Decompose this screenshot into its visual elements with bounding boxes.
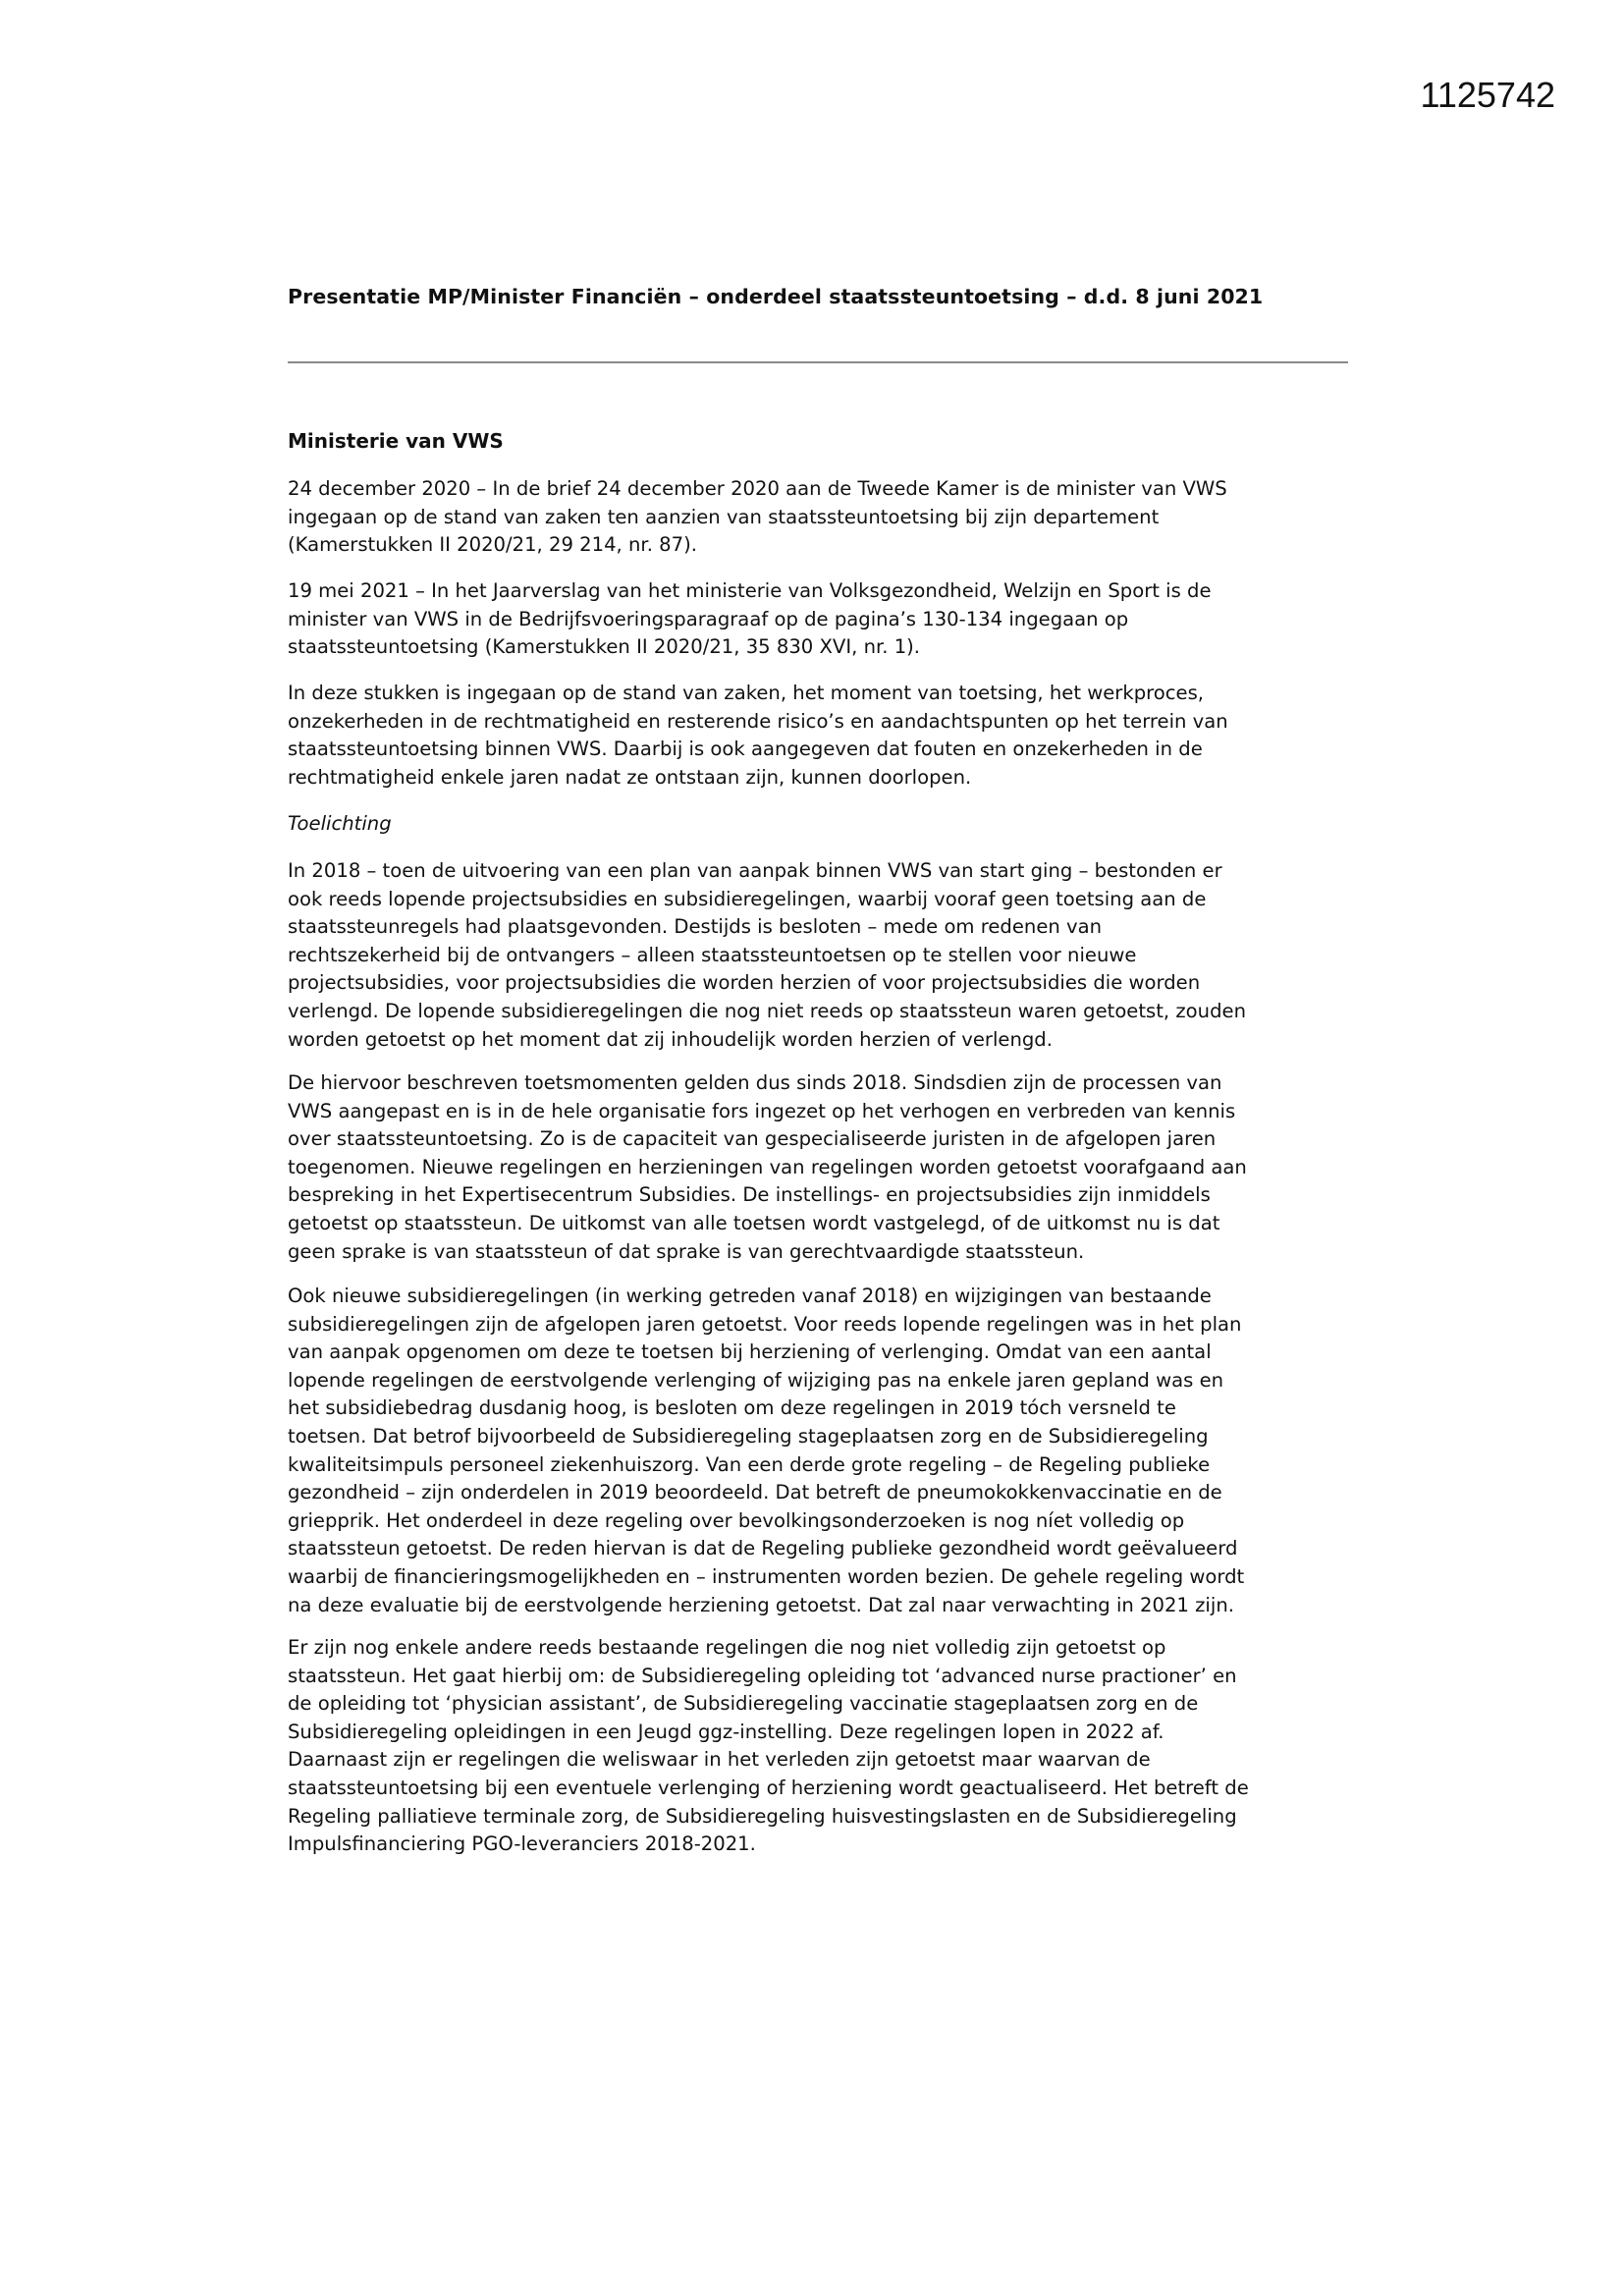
title-divider: [288, 361, 1348, 363]
text-line: onzekerheden in de rechtmatigheid en resterende risico’s en aandachtspunten op het terrein van: [288, 709, 1228, 733]
text-line: 24 december 2020 – In de brief 24 december 2020 aan de Tweede Kamer is de minister van VWS: [288, 477, 1227, 500]
subheading-toelichting: [288, 810, 392, 839]
text-line: verlengd. De lopende subsidieregelingen die nog niet reeds op staatssteun waren getoetst, zouden: [288, 999, 1246, 1022]
text-line: staatssteuntoetsing (Kamerstukken II 2020/21, 35 830 XVI, nr. 1).: [288, 635, 921, 659]
text-line: subsidieregelingen zijn de afgelopen jaren getoetst. Voor reeds lopende regelingen was in het plan: [288, 1312, 1242, 1336]
text-line: staatssteun. Het gaat hierbij om: de Subsidieregeling opleiding tot ‘advanced nurse practioner’ en: [288, 1664, 1237, 1687]
text-line: het subsidiebedrag dusdanig hoog, is besloten om deze regelingen in 2019 tóch versneld te: [288, 1396, 1176, 1420]
text-line: staatssteuntoetsing binnen VWS. Daarbij is ook aangegeven dat fouten en onzekerheden in de: [288, 738, 1203, 761]
text-line: rechtszekerheid bij de ontvangers – alleen staatssteuntoetsen op te stellen voor nieuwe: [288, 943, 1137, 966]
text-line: Subsidieregeling opleidingen in een Jeugd ggz-instelling. Deze regelingen lopen in 2022 af.: [288, 1720, 1164, 1743]
text-line: waarbij de financieringsmogelijkheden en – instrumenten worden bezien. De gehele regeling wordt: [288, 1564, 1245, 1588]
text-line: VWS aangepast en is in de hele organisatie fors ingezet op het verhogen en verbreden van kennis: [288, 1099, 1236, 1122]
paragraph: [288, 857, 1246, 1054]
text-line: ingegaan op de stand van zaken ten aanzien van staatssteuntoetsing bij zijn departement: [288, 505, 1160, 528]
text-line: staatssteunregels had plaatsgevonden. Destijds is besloten – mede om redenen van: [288, 915, 1103, 939]
text-line: (Kamerstukken II 2020/21, 29 214, nr. 87).: [288, 533, 697, 557]
text-line: Impulsfinanciering PGO-leveranciers 2018-2021.: [288, 1832, 756, 1856]
text-line: In 2018 – toen de uitvoering van een plan van aanpak binnen VWS van start ging – bestonden er: [288, 859, 1222, 882]
text-line: toegenomen. Nieuwe regelingen en herzieningen van regelingen worden getoetst voorafgaand aan: [288, 1155, 1247, 1178]
text-line: geen sprake is van staatssteun of dat sprake is van gerechtvaardigde staatssteun.: [288, 1239, 1085, 1263]
document-number: 1125742: [1420, 75, 1555, 115]
text-line: staatssteun getoetst. De reden hiervan is dat de Regeling publieke gezondheid wordt geëvalueerd: [288, 1537, 1238, 1560]
text-line: Er zijn nog enkele andere reeds bestaande regelingen die nog niet volledig zijn getoetst op: [288, 1636, 1166, 1659]
paragraph: [288, 680, 1228, 792]
text-line: over staatssteuntoetsing. Zo is de capaciteit van gespecialiseerde juristen in de afgelopen jaren: [288, 1127, 1217, 1151]
section-heading: Ministerie van VWS: [288, 429, 504, 453]
text-line: Regeling palliatieve terminale zorg, de Subsidieregeling huisvestingslasten en de Subsidieregeling: [288, 1804, 1237, 1828]
paragraph: [288, 1069, 1247, 1266]
text-line: ook reeds lopende projectsubsidies en subsidieregelingen, waarbij vooraf geen toetsing aan de: [288, 887, 1207, 910]
text-line: gezondheid – zijn onderdelen in 2019 beoordeeld. Dat betreft de pneumokokkenvaccinatie en de: [288, 1481, 1222, 1504]
paragraph: [288, 475, 1227, 560]
paragraph: [288, 1283, 1244, 1619]
text-line: de opleiding tot ‘physician assistant’, de Subsidieregeling vaccinatie stageplaatsen zorg en de: [288, 1692, 1199, 1716]
text-line: De hiervoor beschreven toetsmomenten gelden dus sinds 2018. Sindsdien zijn de processen van: [288, 1071, 1222, 1094]
document-title: Presentatie MP/Minister Financiën – onderdeel staatssteuntoetsing – d.d. 8 juni 2021: [288, 285, 1264, 308]
paragraph: [288, 1634, 1249, 1859]
text-line: Ook nieuwe subsidieregelingen (in werking getreden vanaf 2018) en wijzigingen van bestaande: [288, 1285, 1212, 1307]
text-line: kwaliteitsimpuls personeel ziekenhuiszorg. Van een derde grote regeling – de Regeling publieke: [288, 1452, 1211, 1476]
text-line: van aanpak opgenomen om deze te toetsen bij herziening of verlenging. Omdat van een aantal: [288, 1340, 1212, 1364]
text-line: griepprik. Het onderdeel in deze regeling over bevolkingsonderzoeken is nog níet volledig op: [288, 1508, 1185, 1532]
text-line: minister van VWS in de Bedrijfsvoeringsparagraaf op de pagina’s 130-134 ingegaan op: [288, 607, 1129, 630]
text-line: Daarnaast zijn er regelingen die weliswaar in het verleden zijn getoetst maar waarvan de: [288, 1748, 1151, 1772]
text-line: staatssteuntoetsing bij een eventuele verlenging of herziening wordt geactualiseerd. Het betreft de: [288, 1776, 1249, 1799]
text-line: worden getoetst op het moment dat zij inhoudelijk worden herzien of verlengd.: [288, 1027, 1053, 1051]
text-line: lopende regelingen de eerstvolgende verlenging of wijziging pas na enkele jaren gepland was en: [288, 1368, 1224, 1392]
text-line: projectsubsidies, voor projectsubsidies die worden herzien of voor projectsubsidies die worden: [288, 971, 1201, 995]
text-line: Toelichting: [288, 812, 392, 835]
text-line: In deze stukken is ingegaan op de stand van zaken, het moment van toetsing, het werkproces,: [288, 682, 1205, 704]
text-line: bespreking in het Expertisecentrum Subsidies. De instellings- en projectsubsidies zijn inmiddels: [288, 1183, 1211, 1207]
text-line: 19 mei 2021 – In het Jaarverslag van het ministerie van Volksgezondheid, Welzijn en Sport is de: [288, 579, 1212, 602]
paragraph: [288, 577, 1212, 662]
text-line: getoetst op staatssteun. De uitkomst van alle toetsen wordt vastgelegd, of de uitkomst nu is dat: [288, 1211, 1220, 1234]
text-line: rechtmatigheid enkele jaren nadat ze ontstaan zijn, kunnen doorlopen.: [288, 765, 972, 789]
text-line: toetsen. Dat betrof bijvoorbeeld de Subsidieregeling stageplaatsen zorg en de Subsidieregeling: [288, 1424, 1209, 1448]
text-line: na deze evaluatie bij de eerstvolgende herziening getoetst. Dat zal naar verwachting in 2021 zijn.: [288, 1593, 1234, 1616]
